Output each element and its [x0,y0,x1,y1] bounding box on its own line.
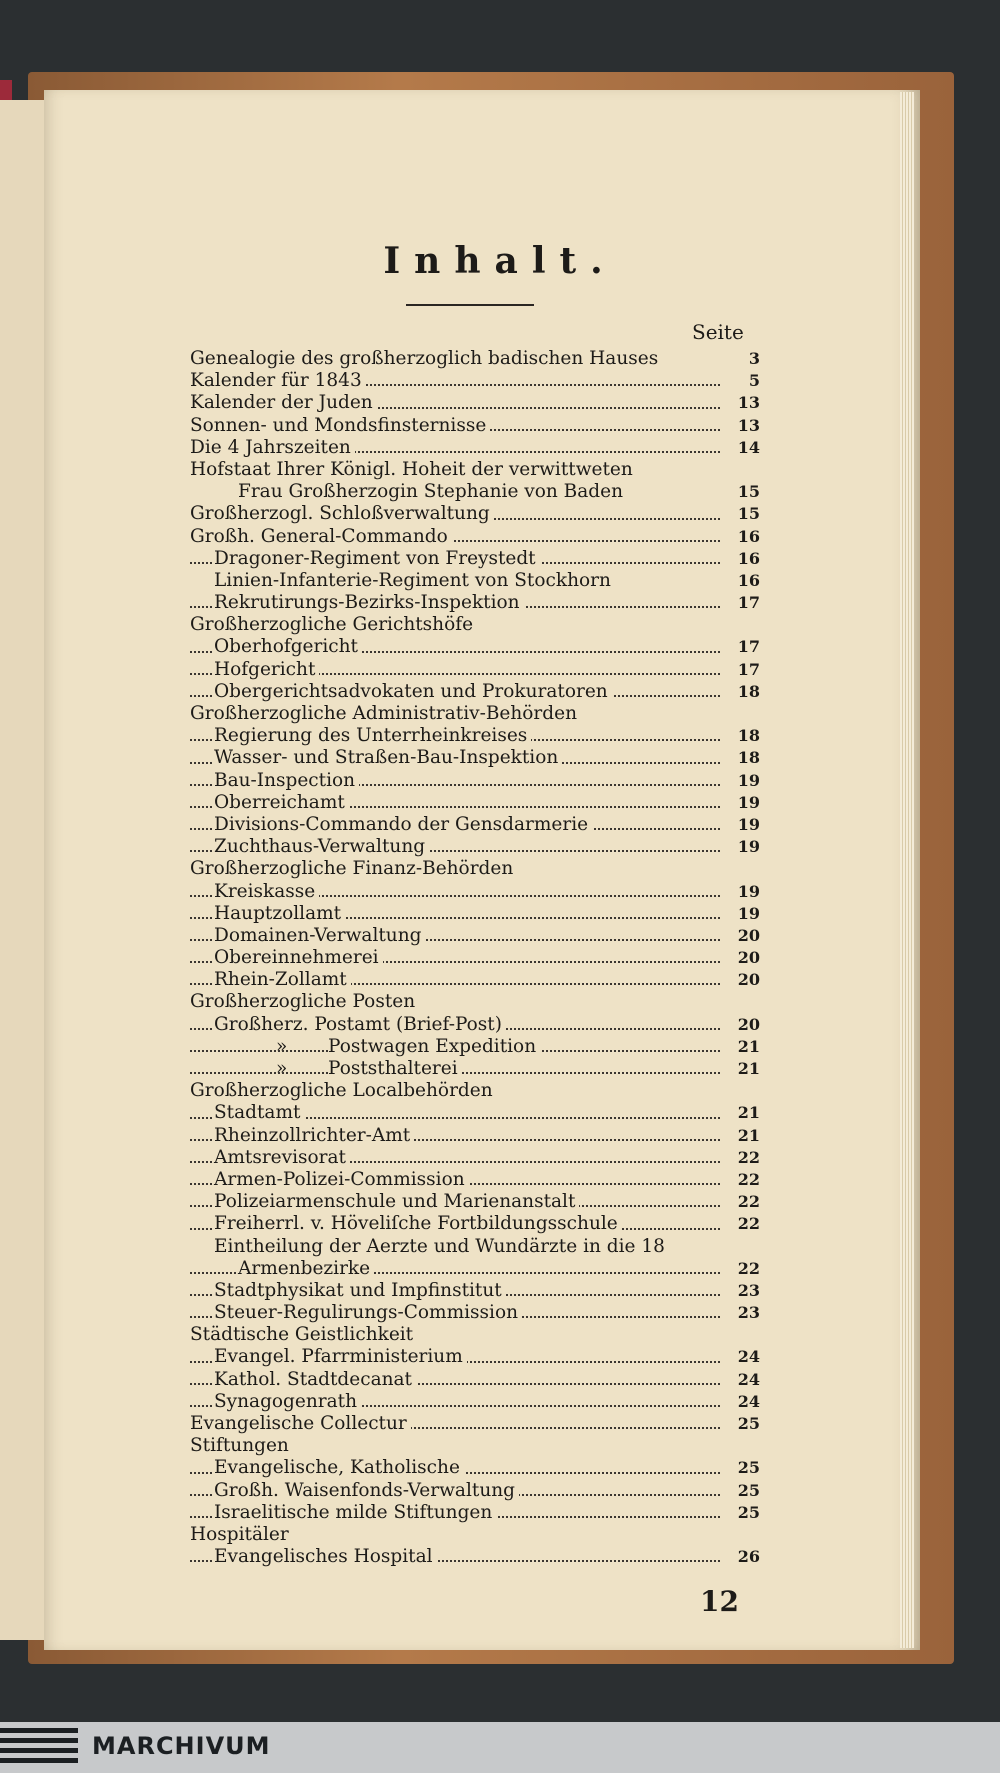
toc-entry-label: Kathol. Stadtdecanat [214,1369,416,1390]
toc-entry-label: Großherzogliche Finanz-Behörden [190,858,517,879]
toc-entry [190,1435,760,1457]
toc-entry [190,1302,760,1324]
toc-entry-page: 20 [724,1014,760,1036]
toc-entry [190,1346,760,1368]
toc-entry [190,903,760,925]
toc-entry-label: Wasser- und Straßen-Bau-Inspektion [214,747,562,768]
toc-entry [190,1080,760,1102]
toc-entry [190,1524,760,1546]
toc-entry [190,814,760,836]
toc-entry [190,415,760,437]
toc-entry-page: 20 [724,947,760,969]
toc-entry [190,1413,760,1435]
ditto-mark: » [276,1035,288,1057]
toc-entry-label: Eintheilung der Aerzte und Wundärzte in die 18 [214,1236,669,1257]
toc-entry-label: Domainen-Verwaltung [214,925,425,946]
toc-entry [190,1502,760,1524]
toc-entry-label: Israelitische milde Stiftungen [214,1502,496,1523]
toc-entry [190,459,760,481]
page-number: 12 [700,1585,739,1618]
toc-entry-label: Großherzogliche Gerichtshöfe [190,614,477,635]
toc-entry-label: Frau Großherzogin Stephanie von Baden [238,481,627,502]
toc-entry-page: 3 [724,348,760,370]
toc-entry-label: Kreiskasse [214,881,319,902]
toc-entry-page: 15 [724,481,760,503]
toc-entry-label: Hofgericht [214,659,319,680]
toc-entry-page: 22 [724,1191,760,1213]
toc-entry-label: Hofstaat Ihrer Königl. Hoheit der verwittweten [190,459,637,480]
toc-entry [190,548,760,570]
toc-entry [190,836,760,858]
toc-entry [190,747,760,769]
page-title: Inhalt. [383,240,617,282]
toc-entry-page: 25 [724,1413,760,1435]
toc-entry [190,1147,760,1169]
toc-entry [190,1258,760,1280]
toc-entry-page: 24 [724,1346,760,1368]
toc-entry-label: Genealogie des großherzoglich badischen Hauses [190,348,662,369]
toc-entry-label: Armen-Polizei-Commission [214,1169,469,1190]
toc-entry [190,1480,760,1502]
toc-entry [190,659,760,681]
toc-entry-label: Kalender für 1843 [190,370,366,391]
toc-entry-label: Die 4 Jahrszeiten [190,437,355,458]
toc-entry-label: Rheinzollrichter-Amt [214,1125,414,1146]
toc-entry-page: 21 [724,1125,760,1147]
toc-entry-page: 18 [724,681,760,703]
toc-entry-page: 25 [724,1502,760,1524]
toc-entry-label: Rhein-Zollamt [214,969,351,990]
toc-entry-page: 24 [724,1391,760,1413]
toc-entry-label: Armenbezirke [238,1258,374,1279]
toc-entry-label: Großherzogl. Schloßverwaltung [190,503,494,524]
archive-stripes-icon [0,1728,78,1768]
toc-entry-label: Freiherrl. v. Höveliſche Fortbildungsschule [214,1213,622,1234]
toc-entry-page: 17 [724,592,760,614]
toc-entry-label: Hauptzollamt [214,903,345,924]
toc-entry-page: 18 [724,747,760,769]
toc-entry [190,1546,760,1568]
page-column-header: Seite [692,320,744,344]
toc-entry-page: 19 [724,881,760,903]
toc-entry [190,947,760,969]
toc-entry-label: Divisions-Commando der Gensdarmerie [214,814,592,835]
toc-entry [190,1036,760,1058]
toc-entry-page: 20 [724,969,760,991]
toc-entry-label: Rekrutirungs-Bezirks-Inspektion [214,592,524,613]
toc-entry [190,1191,760,1213]
toc-entry-label: Regierung des Unterrheinkreises [214,725,531,746]
toc-entry-page: 19 [724,903,760,925]
footer-bar [0,1722,1000,1773]
toc-entry [190,1125,760,1147]
toc-entry-label: Polizeiarmenschule und Marienanstalt [214,1191,579,1212]
toc-entry [190,1014,760,1036]
toc-entry-label: Oberhofgericht [214,636,362,657]
toc-entry [190,770,760,792]
toc-entry-label: Amtsrevisorat [214,1147,350,1168]
toc-entry-label: Obereinnehmerei [214,947,383,968]
toc-entry-page: 21 [724,1036,760,1058]
toc-entry [190,570,760,592]
toc-entry [190,1391,760,1413]
toc-entry-page: 20 [724,925,760,947]
toc-entry-label: Evangelische, Katholische [214,1457,464,1478]
toc-entry [190,636,760,658]
toc-entry [190,858,760,880]
toc-entry [190,991,760,1013]
toc-entry-label: Großh. Waisenfonds-Verwaltung [214,1480,519,1501]
toc-entry-page: 5 [724,370,760,392]
brand-name: MARCHIVUM [92,1732,271,1760]
toc-entry [190,703,760,725]
toc-entry-label: Synagogenrath [214,1391,361,1412]
toc-entry [190,725,760,747]
toc-entry [190,1324,760,1346]
toc-entry-label: Evangelisches Hospital [214,1546,437,1567]
toc-entry [190,526,760,548]
toc-entry-label: Stiftungen [190,1435,293,1456]
toc-entry-page: 25 [724,1457,760,1479]
toc-entry-label: Oberreichamt [214,792,349,813]
toc-entry-page: 23 [724,1280,760,1302]
toc-entry-page: 22 [724,1258,760,1280]
toc-entry [190,348,760,370]
toc-entry [190,481,760,503]
toc-entry-page: 18 [724,725,760,747]
toc-entry-page: 21 [724,1058,760,1080]
toc-entry-label: Linien-Infanterie-Regiment von Stockhorn [214,570,615,591]
toc-entry-label: Stadtamt [214,1102,304,1123]
toc-entry [190,1457,760,1479]
ditto-mark: » [276,1058,288,1079]
toc-entry-label: Bau-Inspection [214,770,359,791]
title-rule [406,304,534,306]
toc-entry [190,1280,760,1302]
toc-entry-label: Hospitäler [190,1524,293,1545]
toc-entry-label: Großherzogliche Administrativ-Behörden [190,703,581,724]
toc-entry-label: Evangel. Pfarrministerium [214,1346,467,1367]
toc-entry-page: 21 [724,1102,760,1124]
toc-entry-page: 16 [724,526,760,548]
toc-entry-label: Obergerichtsadvokaten und Prokuratoren [214,681,612,702]
toc-entry-label: Zuchthaus-Verwaltung [214,836,429,857]
toc-entry-label: Großherz. Postamt (Brief-Post) [214,1014,506,1035]
toc-entry-label: Evangelische Collectur [190,1413,411,1434]
toc-entry [190,1102,760,1124]
toc-entry-page: 22 [724,1169,760,1191]
toc-entry-page: 25 [724,1480,760,1502]
toc-entry-page: 16 [724,570,760,592]
toc-entry [190,1236,760,1258]
toc-entry [190,969,760,991]
toc-entry-page: 19 [724,792,760,814]
facing-page-edge [0,100,49,1640]
toc-entry [190,1369,760,1391]
table-of-contents [190,348,760,1568]
toc-entry-page: 22 [724,1213,760,1235]
toc-entry-label: Großherzogliche Localbehörden [190,1080,497,1101]
toc-entry-label: Postwagen Expedition [328,1036,540,1057]
toc-entry-page: 17 [724,636,760,658]
toc-entry [190,592,760,614]
toc-entry-page: 17 [724,659,760,681]
toc-entry-page: 14 [724,437,760,459]
toc-entry-page: 13 [724,392,760,414]
toc-entry-label: Großherzogliche Posten [190,991,419,1012]
toc-entry [190,614,760,636]
toc-entry-label: Stadtphysikat und Impfinstitut [214,1280,506,1301]
toc-entry-page: 16 [724,548,760,570]
toc-entry-page: 19 [724,836,760,858]
toc-entry [190,370,760,392]
page-stack-edge [900,92,914,1648]
toc-entry [190,925,760,947]
toc-entry-label: Städtische Geistlichkeit [190,1324,417,1345]
toc-entry-label: Sonnen- und Mondsfinsternisse [190,415,490,436]
toc-entry-label: Steuer-Regulirungs-Commission [214,1302,522,1323]
toc-entry [190,792,760,814]
toc-entry-page: 19 [724,770,760,792]
toc-entry [190,1058,760,1080]
toc-entry-page: 13 [724,415,760,437]
toc-entry [190,681,760,703]
toc-entry-page: 23 [724,1302,760,1324]
toc-entry-page: 26 [724,1546,760,1568]
toc-entry-label: Poststhalterei [328,1058,462,1079]
toc-entry [190,503,760,525]
toc-entry-page: 19 [724,814,760,836]
toc-entry [190,437,760,459]
toc-entry-label: Kalender der Juden [190,392,377,413]
toc-entry-page: 24 [724,1369,760,1391]
toc-entry-label: Dragoner-Regiment von Freystedt [214,548,540,569]
toc-entry [190,1169,760,1191]
toc-entry-page: 15 [724,503,760,525]
toc-entry [190,1213,760,1235]
toc-entry [190,881,760,903]
toc-entry-label: Großh. General-Commando [190,526,452,547]
toc-entry [190,392,760,414]
toc-entry-page: 22 [724,1147,760,1169]
